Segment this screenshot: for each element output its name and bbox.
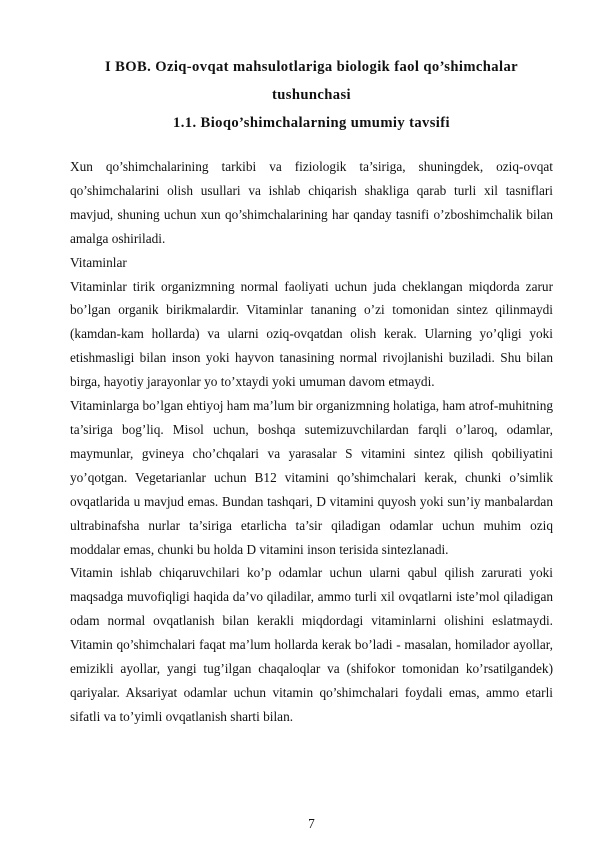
paragraph-vitamins-definition: Vitaminlar tirik organizmning normal faoliyati uchun juda cheklangan miqdorda zarur bo’lgan organik birikmalardir. Vitaminlar tananing o’zi tomonidan sintez qilinmaydi (kamdan-kam hollarda) va ularni oziq-ovqatdan olish kerak. Ularning yo’qligi yoki etishmasligi bilan inson yoki hayvon tanasining normal rivojlanishi buziladi. Shu bilan birga, hayotiy jarayonlar yo to’xtaydi yoki umuman davom etmaydi. xyxy=(70,278,553,390)
chapter-title: I BOB. Oziq-ovqat mahsulotlariga biologik faol qo’shimchalar xyxy=(104,59,519,75)
paragraph-vitamin-producers: Vitamin ishlab chiqaruvchilari ko’p odamlar uchun ularni qabul qilish zarurati yoki maqsadga muvofiqligi haqida da’vo qiladilar, ammo turli xil ovqatlarni iste’mol qiladigan odam normal ovqatlanish bilan kerakli miqdordagi vitaminlarni olishini eslatmaydi. Vitamin qo’shimchalari faqat ma’lum hollarda kerak bo’ladi - masalan, homilador ayollar, emizikli ayollar, yangi tug’ilgan chaqaloqlar va (shifokor tomonidan ko’rsatilgandek) qariyalar. Aksariyat odamlar uchun vitamin qo’shimchalari foydali emas, ammo etarli sifatli va to’yimli ovqatlanish sharti bilan. xyxy=(70,565,553,724)
section-title: 1.1. Bioqo’shimchalarning umumiy tavsifi xyxy=(173,115,450,131)
subheading-vitaminlar: Vitaminlar xyxy=(70,254,127,270)
body-text xyxy=(70,155,553,729)
paragraph-vitamin-needs: Vitaminlarga bo’lgan ehtiyoj ham ma’lum bir organizmning holatiga, ham atrof-muhitning ta’siriga bog’liq. Misol uchun, boshqa sutemizuvchilardan farqli o’laroq, odamlar, maymunlar, gvineya cho’chqalari va yarasalar S vitamini sintez qilish qobiliyatini yo’qotgan. Vegetarianlar uchun B12 vitamini qo’shimchalari kerak, chunki o’simlik ovqatlarida u mavjud emas. Bundan tashqari, D vitamini quyosh yoki sun’iy manbalardan ultrabinafsha nurlar ta’siriga etarlicha ta’sir qiladigan odamlar uchun muhim oziq moddalar emas, chunki bu holda D vitamini inson terisida sintezlanadi. xyxy=(70,398,553,557)
paragraph-intro: Xun qo’shimchalarining tarkibi va fiziologik ta’siriga, shuningdek, oziq-ovqat qo’shimchalarini olish usullari va ishlab chiqarish shakliga qarab turli xil tasniflari mavjud, shuning uchun xun qo’shimchalarining har qanday tasnifi o’zboshimchalik bilan amalga oshiriladi. xyxy=(70,159,553,246)
page-number: 7 xyxy=(308,816,315,831)
chapter-title-continuation: tushunchasi xyxy=(271,87,352,103)
